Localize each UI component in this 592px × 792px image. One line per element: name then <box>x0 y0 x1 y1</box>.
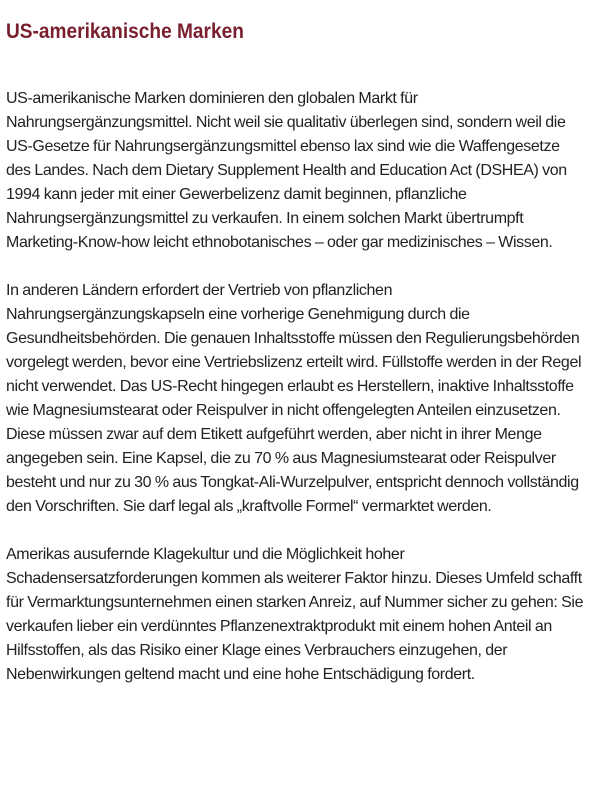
paragraph-3: Amerikas ausufernde Klagekultur und die Möglichkeit hoher Schadensersatzforderungen kommen als weiterer Faktor hinzu. Dieses Umfeld schafft für Vermarktungsunternehmen einen starken Anreiz, auf Nummer sicher zu gehen: Sie verkaufen lieber ein verdünntes Pflanzenextraktprodukt mit einem hohen Anteil an Hilfsstoffen, als das Risiko einer Klage eines Verbrauchers einzugehen, der Nebenwirkungen geltend macht und eine hohe Entschädigung fordert. <box>6 546 584 683</box>
article-body <box>6 87 584 687</box>
page-title: US-amerikanische Marken <box>6 20 244 43</box>
paragraph-1: US-amerikanische Marken dominieren den globalen Markt für Nahrungsergänzungsmittel. Nicht weil sie qualitativ überlegen sind, sondern weil die US-Gesetze für Nahrungsergänzungsmittel ebenso lax sind wie die Waffengesetze des Landes. Nach dem Dietary Supplement Health and Education Act (DSHEA) von 1994 kann jeder mit einer Gewerbelizenz damit beginnen, pflanzliche Nahrungsergänzungsmittel zu verkaufen. In einem solchen Markt übertrumpft Marketing-Know-how leicht ethnobotanisches – oder gar medizinisches – Wissen. <box>6 90 567 251</box>
article <box>6 0 584 711</box>
paragraph-2: In anderen Ländern erfordert der Vertrieb von pflanzlichen Nahrungsergänzungskapseln eine vorherige Genehmigung durch die Gesundheitsbehörden. Die genauen Inhaltsstoffe müssen den Regulierungsbehörden vorgelegt werden, bevor eine Vertriebslizenz erteilt wird. Füllstoffe werden in der Regel nicht verwendet. Das US-Recht hingegen erlaubt es Herstellern, inaktive Inhaltsstoffe wie Magnesiumstearat oder Reispulver in nicht offengelegten Anteilen einzusetzen. Diese müssen zwar auf dem Etikett aufgeführt werden, aber nicht in ihrer Menge angegeben sein. Eine Kapsel, die zu 70 % aus Magnesiumstearat oder Reispulver besteht und nur zu 30 % aus Tongkat-Ali-Wurzelpulver, entspricht dennoch vollständig den Vorschriften. Sie darf legal als „kraftvolle Formel“ vermarktet werden. <box>6 282 582 515</box>
